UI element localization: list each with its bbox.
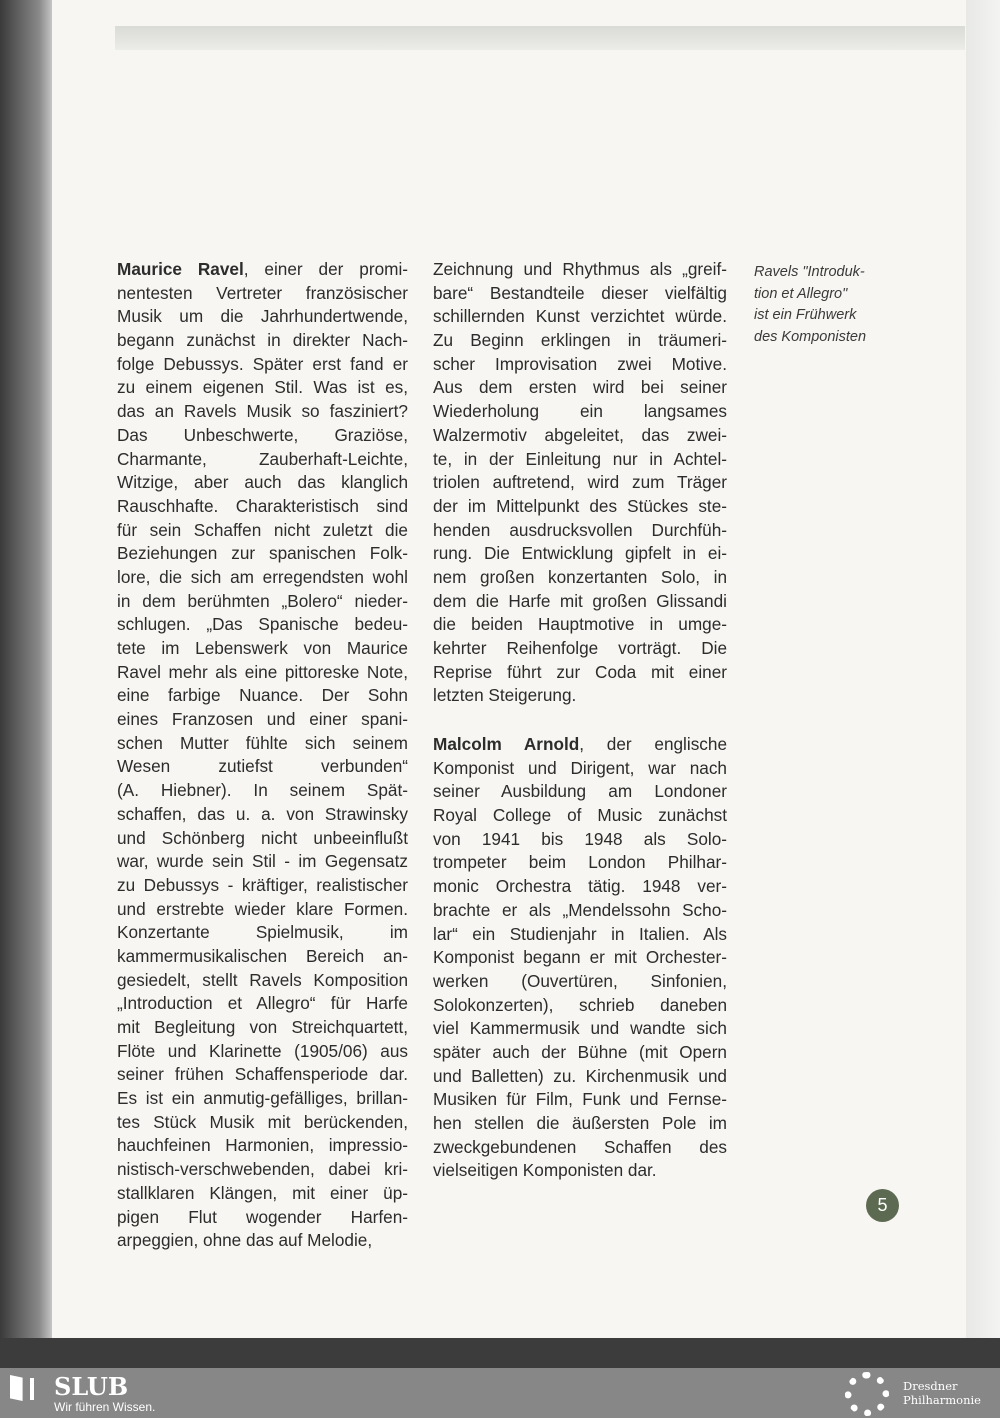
text-line [433, 970, 727, 994]
sidenote-line: ist ein Frühwerk [754, 307, 857, 323]
text-line [117, 1158, 408, 1182]
line-text: später auch der Bühne (mit Opern [433, 1041, 727, 1062]
line-text: tes Stück Musik mit berückenden, [117, 1111, 408, 1132]
line-text: nem großen konzertanten Solo, in [433, 566, 727, 587]
text-line [117, 1134, 408, 1158]
line-text: stallklaren Klängen, mit einer üp- [117, 1182, 408, 1203]
line-text: , einer der promi- [243, 259, 408, 279]
text-line [117, 1040, 408, 1064]
text-line [433, 424, 727, 448]
text-line [433, 684, 727, 708]
line-text: in dem berühmten „Bolero“ nieder- [117, 590, 408, 611]
line-text: Charmante, Zauberhaft-Leichte, [117, 448, 408, 469]
line-text: und Balletten) zu. Kirchenmusik und [433, 1065, 727, 1086]
line-text: Royal College of Music zunächst [433, 805, 727, 826]
line-text: zweckgebundenen Schaffen des [433, 1136, 727, 1157]
sidenote-line: Ravels "Introduk- [754, 264, 865, 280]
line-text: arpeggien, ohne das auf Melodie, [117, 1230, 373, 1251]
line-text: zu einem eigenen Stil. Was ist es, [117, 377, 408, 398]
text-line [117, 1229, 408, 1253]
slub-logo[interactable]: SLUB [54, 1372, 129, 1401]
text-line [117, 1111, 408, 1135]
sidenote [754, 262, 866, 348]
line-text: hauchfeinen Harmonien, impressio- [117, 1135, 408, 1156]
lead-name: Malcolm Arnold [433, 734, 580, 754]
text-line [433, 851, 727, 875]
line-text: eine farbige Nuance. Der Sohn [117, 685, 408, 706]
text-line [117, 661, 408, 685]
text-line [433, 804, 727, 828]
line-text: Es ist ein anmutig-gefälliges, brillan- [117, 1088, 408, 1109]
scan-left-edge [0, 0, 56, 1368]
text-line [433, 1017, 727, 1041]
text-line [433, 376, 727, 400]
line-text: Komponist und Dirigent, war nach [433, 757, 727, 778]
line-text: eines Franzosen und einer spani- [117, 709, 408, 730]
text-line [117, 613, 408, 637]
slub-book-icon [10, 1375, 28, 1401]
text-line [117, 376, 408, 400]
text-line [117, 708, 408, 732]
line-text: Rauschhafte. Charakteristisch sind [117, 495, 408, 516]
line-text: seiner frühen Schaffensperiode dar. [117, 1064, 408, 1085]
line-text: Zeichnung und Rhythmus als „greif- [433, 259, 727, 279]
line-text: der im Mittelpunkt des Stückes ste- [433, 495, 727, 516]
text-line [117, 684, 408, 708]
line-text: henden ausdrucksvollen Durchfüh- [433, 519, 727, 540]
line-text: die beiden Hauptmotive in umge- [433, 614, 727, 635]
line-text: von 1941 bis 1948 als Solo- [433, 828, 727, 849]
line-text: hen stellen die äußersten Pole im [433, 1113, 727, 1133]
text-line [433, 590, 727, 614]
text-line [433, 637, 727, 661]
line-text: kammermusikalischen Bereich an- [117, 945, 408, 966]
text-line [117, 448, 408, 472]
scan-bottom-edge [0, 1338, 1000, 1368]
text-line [117, 329, 408, 353]
text-line [433, 519, 727, 543]
text-line [433, 305, 727, 329]
line-text: , der englische [579, 734, 727, 754]
text-line [433, 1065, 727, 1089]
text-line [117, 803, 408, 827]
article-column-ravel-continued [433, 258, 727, 708]
line-text: (A. Hiebner). In seinem Spät- [117, 780, 408, 801]
text-line [117, 755, 408, 779]
line-text: Komponist begann er mit Orchester- [433, 947, 727, 968]
text-line [433, 994, 727, 1018]
line-text: gesiedelt, stellt Ravels Komposition [117, 969, 408, 990]
text-line [433, 353, 727, 377]
text-line [433, 400, 727, 424]
line-text: te, in der Einleitung nur in Achtel- [433, 448, 727, 469]
line-text: trompeter beim London Philhar- [433, 852, 727, 873]
line-text: Wesen zutiefst verbunden“ [117, 756, 408, 777]
text-line [433, 899, 727, 923]
line-text: Flöte und Klarinette (1905/06) aus [117, 1040, 408, 1061]
philharmonie-name[interactable] [903, 1379, 981, 1407]
line-text: war, wurde sein Stil - im Gegensatz [117, 851, 408, 872]
article-column-ravel [117, 258, 408, 1253]
line-text: tete im Lebenswerk von Maurice [117, 638, 408, 658]
line-text: triolen auftretend, wird zum Träger [433, 472, 727, 493]
line-text: schlugen. „Das Spanische bedeu- [117, 614, 408, 635]
text-line [117, 732, 408, 756]
text-line [117, 542, 408, 566]
line-text: Witzige, aber auch das klanglich [117, 472, 408, 493]
text-line [433, 1136, 727, 1160]
line-text: viel Kammermusik und wandte sich [433, 1018, 727, 1039]
text-line [117, 258, 408, 282]
line-text: begann zunächst in direkter Nach- [117, 330, 408, 351]
text-line [117, 495, 408, 519]
philharmonie-logo-icon[interactable] [845, 1372, 889, 1416]
line-text: lar“ ein Studienjahr in Italien. Als [433, 923, 727, 944]
line-text: nistisch-verschwebenden, dabei kri- [117, 1159, 408, 1180]
text-line [117, 519, 408, 543]
text-line [117, 992, 408, 1016]
text-line [117, 471, 408, 495]
text-line [433, 471, 727, 495]
text-line [117, 779, 408, 803]
line-text: das an Ravels Musik so fasziniert? [117, 401, 408, 422]
text-line [433, 757, 727, 781]
top-page-band [115, 26, 965, 50]
text-line [117, 1206, 408, 1230]
text-line [117, 874, 408, 898]
text-line [433, 946, 727, 970]
text-line [433, 542, 727, 566]
text-line [433, 733, 727, 757]
text-line [433, 923, 727, 947]
line-text: Wiederholung ein langsames [433, 401, 727, 422]
line-text: Zu Beginn erklingen in träumeri- [433, 330, 727, 351]
text-line [433, 1112, 727, 1136]
text-line [117, 827, 408, 851]
line-text: lore, die sich am erregendsten wohl [117, 566, 408, 587]
line-text: vielseitigen Komponisten dar. [433, 1160, 657, 1181]
line-text: schaffen, das u. a. von Strawinsky [117, 803, 408, 824]
line-text: dem die Harfe mit großen Glissandi [433, 590, 727, 611]
text-line [117, 305, 408, 329]
line-text: Walzermotiv abgeleitet, das zwei- [433, 424, 727, 445]
text-line [433, 661, 727, 685]
text-line [117, 1182, 408, 1206]
line-text: und Schönberg nicht unbeeinflußt [117, 827, 408, 848]
footer-bar [0, 1368, 1000, 1418]
text-line [433, 258, 727, 282]
text-line [117, 898, 408, 922]
text-line [117, 1016, 408, 1040]
page-number: 5 [866, 1189, 899, 1222]
scan-right-edge [966, 0, 1000, 1340]
line-text: Reprise führt zur Coda mit einer [433, 661, 727, 682]
text-line [117, 590, 408, 614]
sidenote-line: tion et Allegro" [754, 285, 848, 302]
line-text: schillernden Kunst verzichtet würde. [433, 306, 727, 327]
text-line [433, 282, 727, 306]
article-column-arnold [433, 733, 727, 1183]
text-line [117, 1063, 408, 1087]
line-text: pigen Flut wogender Harfen- [117, 1206, 408, 1227]
line-text: Ravel mehr als eine pittoreske Note, [117, 661, 408, 682]
text-line [117, 969, 408, 993]
text-line [117, 400, 408, 424]
sidenote-line: des Komponisten [754, 328, 867, 345]
text-line [433, 613, 727, 637]
text-line [117, 637, 408, 661]
line-text: nentesten Vertreter französischer [117, 282, 408, 303]
text-line [117, 353, 408, 377]
line-text: letzten Steigerung. [433, 685, 577, 706]
philharmonie-line-2: Philharmonie [903, 1393, 981, 1407]
text-line [433, 1041, 727, 1065]
line-text: Musiken für Film, Funk und Fernse- [433, 1089, 727, 1110]
text-line [117, 424, 408, 448]
text-line [433, 495, 727, 519]
slub-book-spine-icon [30, 1378, 34, 1400]
text-line [433, 566, 727, 590]
line-text: Beziehungen zur spanischen Folk- [117, 543, 408, 564]
text-line [433, 329, 727, 353]
line-text: für sein Schaffen nicht zuletzt die [117, 519, 408, 540]
text-line [117, 282, 408, 306]
line-text: rung. Die Entwicklung gipfelt in ei- [433, 543, 727, 564]
text-line [117, 1087, 408, 1111]
line-text: Solokonzerten), schrieb daneben [433, 994, 727, 1015]
line-text: und erstrebte wieder klare Formen. [117, 898, 408, 919]
text-line [433, 1159, 727, 1183]
text-line [117, 566, 408, 590]
line-text: werken (Ouvertüren, Sinfonien, [433, 970, 727, 991]
text-line [433, 875, 727, 899]
text-line [117, 921, 408, 945]
line-text: Das Unbeschwerte, Graziöse, [117, 424, 408, 445]
line-text: scher Improvisation zwei Motive. [433, 353, 727, 374]
text-line [433, 828, 727, 852]
line-text: Musik um die Jahrhundertwende, [117, 306, 408, 327]
line-text: seiner Ausbildung am Londoner [433, 781, 727, 802]
line-text: zu Debussys - kräftiger, realistischer [117, 874, 408, 895]
line-text: mit Begleitung von Streichquartett, [117, 1017, 408, 1037]
line-text: bare“ Bestandteile dieser vielfältig [433, 282, 727, 303]
text-line [433, 780, 727, 804]
text-line [433, 1088, 727, 1112]
line-text: „Introduction et Allegro“ für Harfe [117, 993, 408, 1014]
line-text: Aus dem ersten wird bei seiner [433, 377, 727, 398]
lead-name: Maurice Ravel [117, 259, 244, 279]
philharmonie-line-1: Dresdner [903, 1379, 958, 1393]
slub-tagline: Wir führen Wissen. [54, 1400, 156, 1414]
text-line [117, 945, 408, 969]
line-text: schen Mutter fühlte sich seinem [117, 732, 408, 753]
line-text: Konzertante Spielmusik, im [117, 922, 408, 943]
line-text: monic Orchestra tätig. 1948 ver- [433, 876, 727, 897]
line-text: brachte er als „Mendelssohn Scho- [433, 899, 727, 920]
text-line [433, 448, 727, 472]
line-text: kehrter Reihenfolge vorträgt. Die [433, 638, 727, 658]
line-text: folge Debussys. Später erst fand er [117, 353, 408, 374]
text-line [117, 850, 408, 874]
